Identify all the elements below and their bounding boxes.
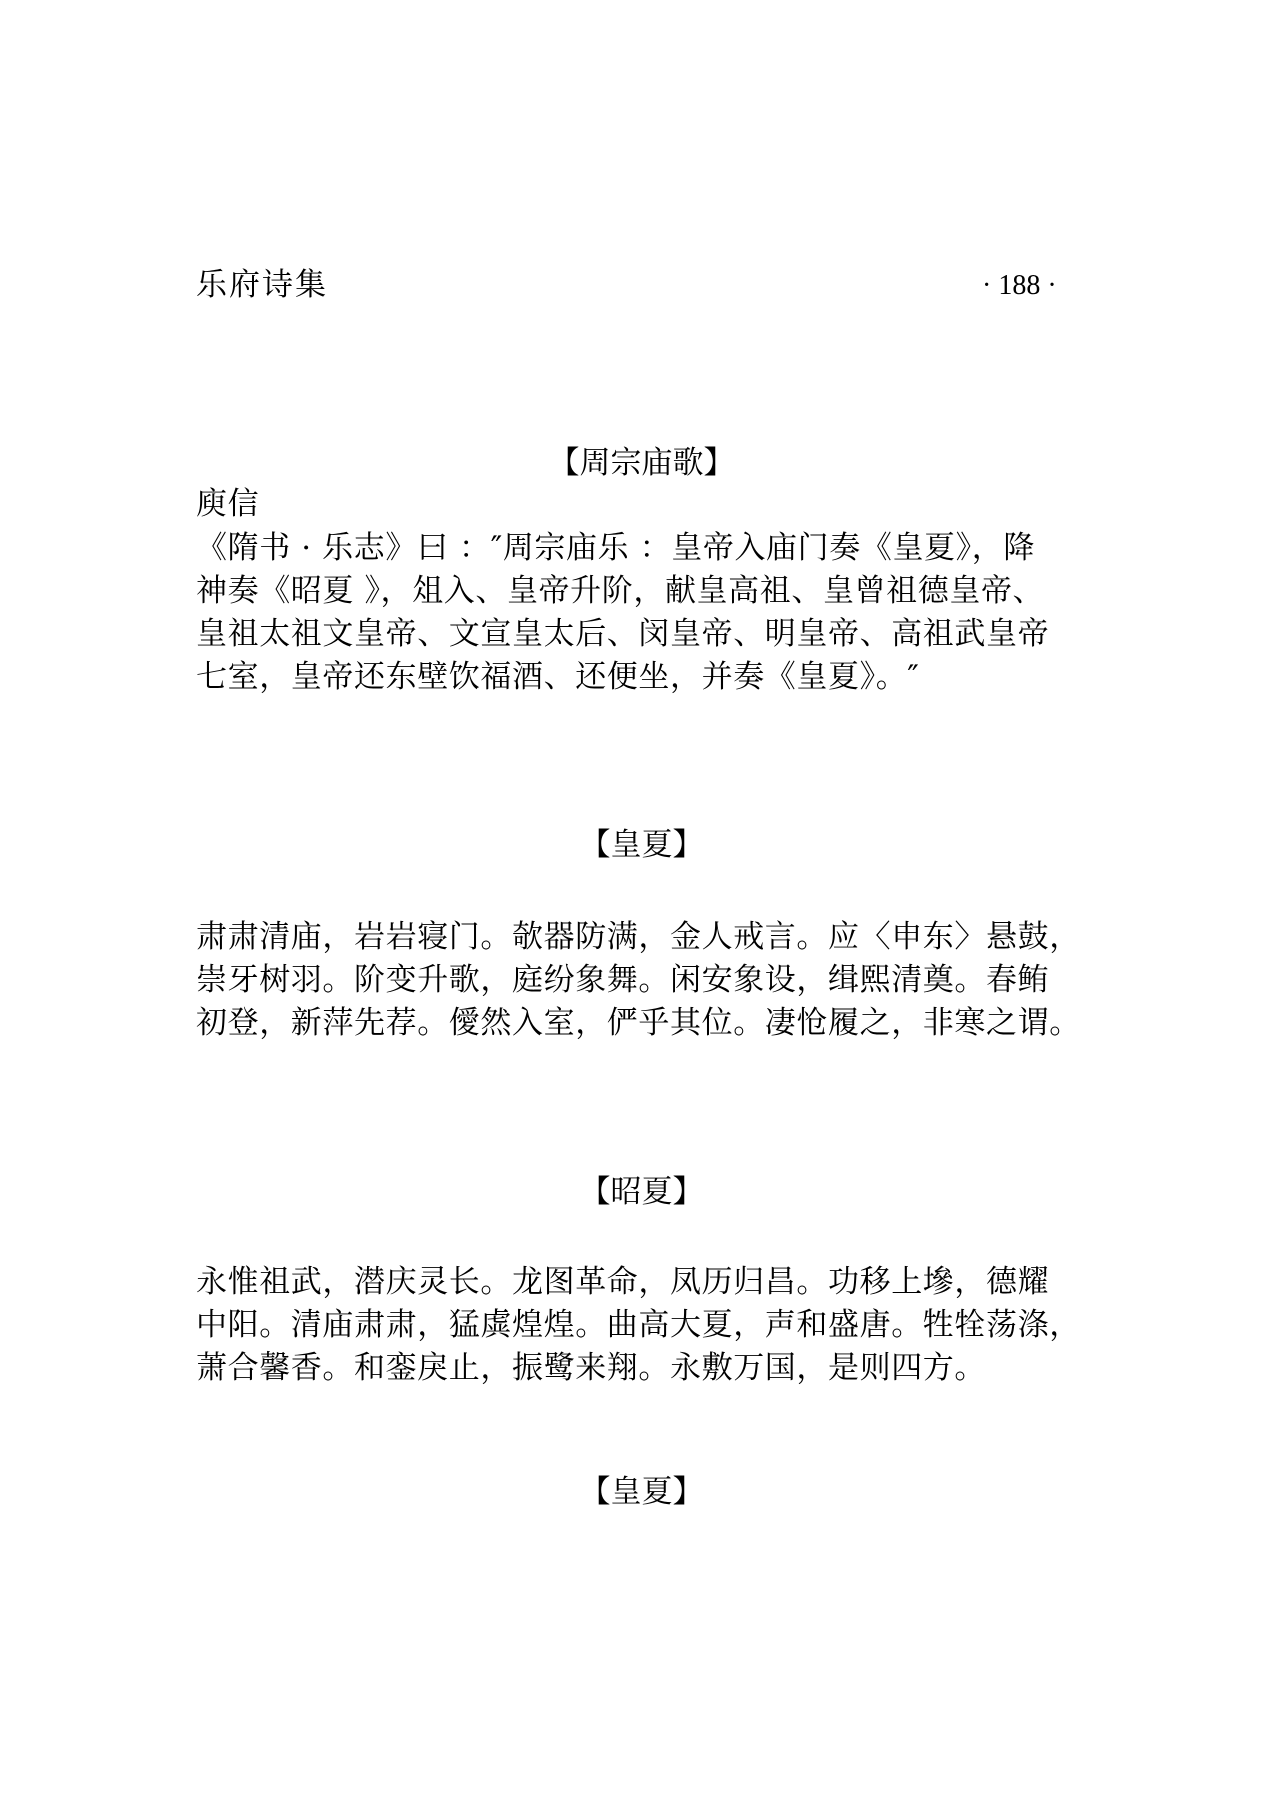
poem-line: 肃肃清庙，岩岩寝门。欹器防满，金人戒言。应〈申东〉悬鼓， [196,919,1081,955]
poem-title: 【昭夏】 [579,1174,704,1210]
poem-title: 【皇夏】 [579,1474,704,1510]
author-name: 庾信 [196,486,260,522]
section-title: 【周宗庙歌】 [548,445,735,481]
intro-line: 《隋书 · 乐志》曰 ：″周宗庙乐 ：皇帝入庙门奏《皇夏》，降 [196,530,1035,566]
poem-line: 永惟祖武，潜庆灵长。龙图革命，凤历归昌。功移上墋，德耀 [196,1264,1050,1300]
intro-line: 神奏《昭夏 》，俎入、皇帝升阶，献皇高祖、皇曾祖德皇帝、 [196,573,1045,609]
poem-title: 【皇夏】 [579,827,704,863]
poem-line: 崇牙树羽。阶变升歌，庭纷象舞。闲安象设，缉熙清奠。春鲔 [196,962,1050,998]
page-number: · 188 · [982,270,1057,301]
poem-line: 中阳。清庙肃肃，猛虡煌煌。曲高大夏，声和盛唐。牲牷荡涤， [196,1307,1081,1343]
intro-line: 七室，皇帝还东壁饮福酒、还便坐，并奏《皇夏》。″ [196,659,920,695]
poem-line: 初登，新萍先荐。僾然入室，俨乎其位。凄怆履之，非寒之谓。 [196,1005,1081,1041]
intro-line: 皇祖太祖文皇帝、文宣皇太后、闵皇帝、明皇帝、高祖武皇帝 [196,616,1050,652]
page-header-title: 乐府诗集 [196,267,328,303]
poem-line: 萧合馨香。和銮戾止，振鹭来翔。永敷万国，是则四方。 [196,1350,986,1386]
